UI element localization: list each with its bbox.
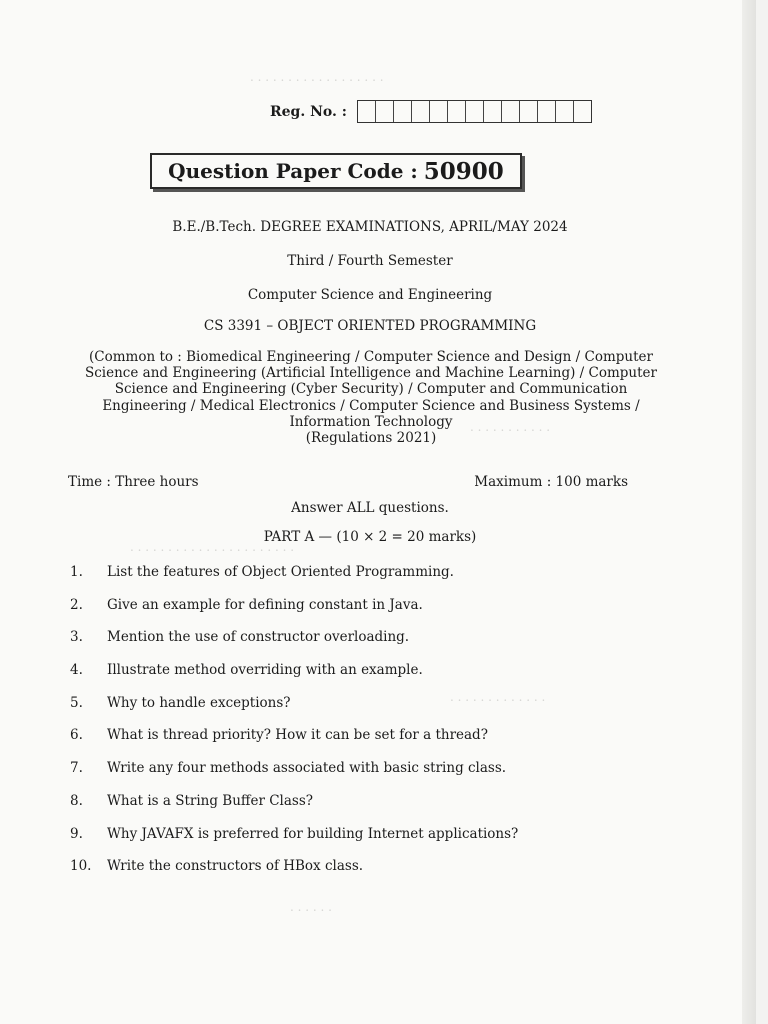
question-text: List the features of Object Oriented Programming.	[107, 564, 454, 580]
question-item	[70, 597, 670, 630]
question-number: 9.	[70, 825, 83, 842]
question-item	[70, 727, 670, 760]
question-text: What is thread priority? How it can be set for a thread?	[107, 727, 488, 744]
question-number: 8.	[70, 792, 83, 809]
question-number: 5.	[70, 694, 83, 711]
question-number: 3.	[70, 629, 83, 646]
reg-digit-box	[484, 101, 502, 122]
common-line: Science and Engineering (Artificial Intelligence and Machine Learning) / Computer	[85, 365, 657, 382]
reg-digit-box	[556, 101, 574, 122]
time-allowed: Time : Three hours	[68, 474, 199, 490]
bleed-through: . . . . . . . . . . .	[470, 420, 551, 434]
common-line: Information Technology	[289, 413, 453, 430]
question-item	[70, 662, 670, 695]
reg-digit-box	[520, 101, 538, 122]
reg-digit-box	[448, 101, 466, 122]
bleed-through: . . . . . . . . . . . . . . . . . . . . . .	[130, 540, 295, 554]
course-title: CS 3391 – OBJECT ORIENTED PROGRAMMING	[203, 318, 537, 334]
question-list	[70, 564, 670, 891]
instruction: Answer ALL questions.	[291, 500, 449, 516]
reg-digit-box	[358, 101, 376, 122]
bleed-through: . . . . . . . . . . . . . . . . . .	[250, 70, 384, 84]
reg-no-label: Reg. No. :	[270, 103, 347, 120]
question-text: Why JAVAFX is preferred for building Internet applications?	[107, 825, 519, 842]
paper-code-number: 50900	[423, 157, 504, 185]
common-line: Science and Engineering (Cyber Security) / Computer and Communication	[114, 381, 628, 398]
question-item	[70, 793, 670, 826]
question-number: 7.	[70, 760, 83, 777]
question-number: 1.	[70, 564, 83, 580]
time-marks-row	[68, 474, 628, 490]
question-item	[70, 564, 670, 597]
question-item	[70, 629, 670, 662]
question-text: Write the constructors of HBox class.	[107, 858, 364, 875]
reg-digit-box	[376, 101, 394, 122]
common-line: (Common to : Biomedical Engineering / Computer Science and Design / Computer	[89, 349, 653, 365]
question-number: 10.	[70, 858, 92, 875]
question-paper-code	[150, 153, 522, 189]
bleed-through: . . . . . .	[290, 900, 332, 914]
question-item	[70, 826, 670, 859]
question-text: Write any four methods associated with basic string class.	[107, 760, 507, 777]
question-text: What is a String Buffer Class?	[107, 792, 314, 809]
page-fold-shadow	[742, 0, 756, 1024]
question-text: Illustrate method overriding with an example.	[107, 662, 423, 679]
regulations: (Regulations 2021)	[305, 430, 437, 447]
question-text: Why to handle exceptions?	[107, 694, 291, 711]
common-line: Engineering / Medical Electronics / Computer Science and Business Systems /	[102, 397, 640, 414]
department: Computer Science and Engineering	[247, 287, 493, 303]
question-item	[70, 858, 670, 891]
maximum-marks: Maximum : 100 marks	[474, 474, 628, 490]
question-text: Mention the use of constructor overloading.	[107, 629, 410, 646]
reg-digit-box	[502, 101, 520, 122]
question-number: 6.	[70, 727, 83, 744]
question-item	[70, 695, 670, 728]
reg-digit-box	[430, 101, 448, 122]
question-text: Give an example for defining constant in Java.	[107, 596, 423, 613]
reg-no-boxes	[357, 100, 592, 123]
reg-digit-box	[538, 101, 556, 122]
reg-no	[270, 100, 592, 123]
question-number: 2.	[70, 596, 83, 613]
reg-digit-box	[574, 101, 591, 122]
question-item	[70, 760, 670, 793]
reg-digit-box	[394, 101, 412, 122]
question-number: 4.	[70, 662, 83, 679]
reg-digit-box	[466, 101, 484, 122]
paper-code-label: Question Paper Code :	[168, 159, 418, 183]
exam-title: B.E./B.Tech. DEGREE EXAMINATIONS, APRIL/MAY 2024	[172, 219, 568, 235]
common-to-block	[62, 349, 680, 446]
part-a-heading: PART A — (10 × 2 = 20 marks)	[263, 529, 477, 545]
reg-digit-box	[412, 101, 430, 122]
bleed-through: . . . . . . . . . . . . .	[450, 690, 546, 704]
semester: Third / Fourth Semester	[287, 253, 453, 269]
